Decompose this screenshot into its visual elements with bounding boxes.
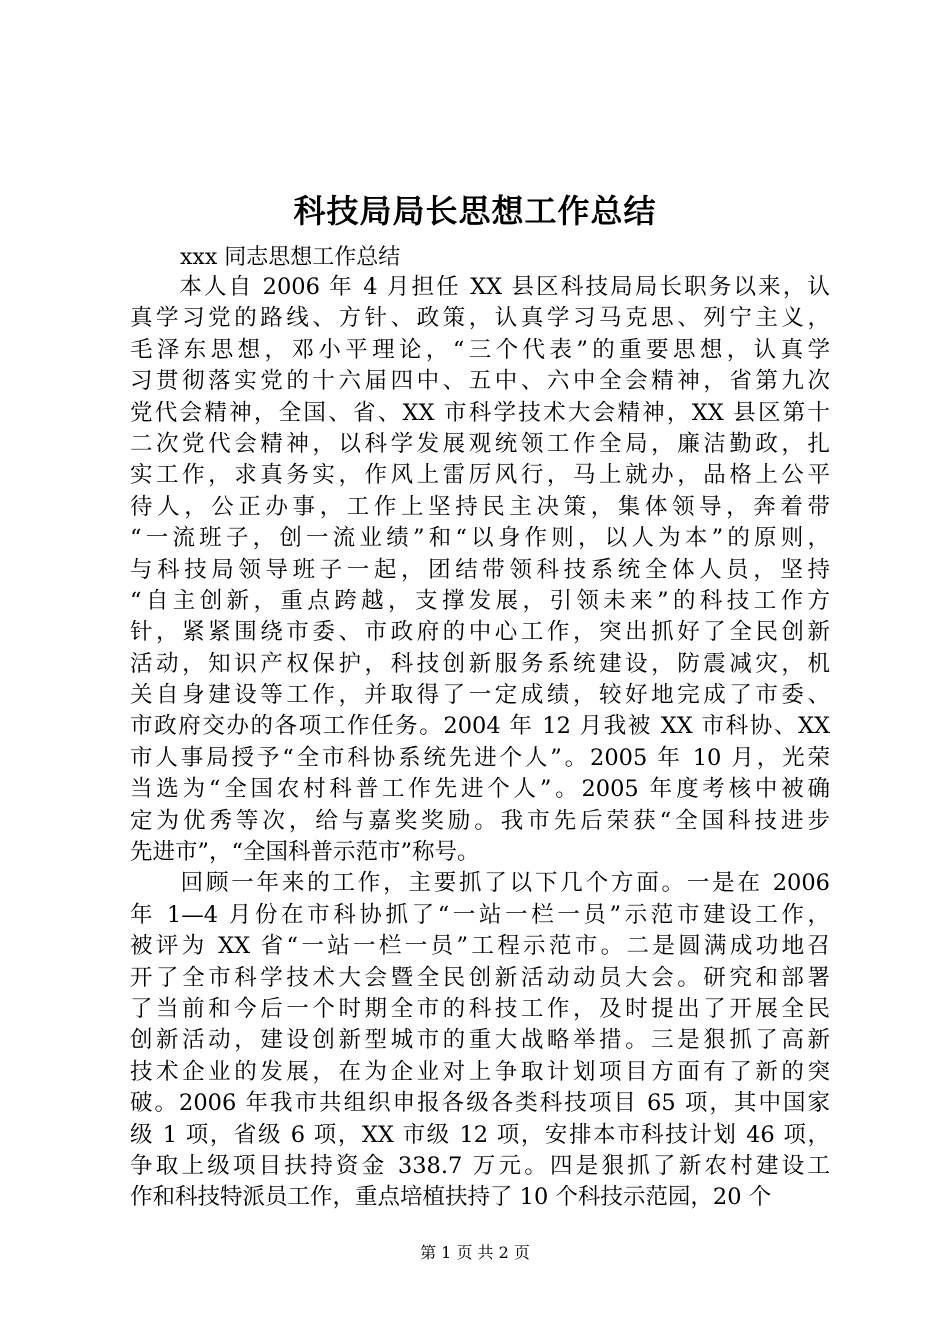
document-subtitle: xxx 同志思想工作总结 xyxy=(180,245,401,270)
text-line: 先进市”，“全国科普示范市”称号。 xyxy=(130,839,480,866)
text-line: 针，紧紧围绕市委、市政府的中心工作，突出抓好了全民创新 xyxy=(130,619,830,646)
text-line: 被评为 XX 省“一站一栏一员”工程示范市。二是圆满成功地召 xyxy=(130,933,830,960)
text-line: “一流班子，创一流业绩”和“以身作则，以人为本”的原则， xyxy=(130,525,830,552)
text-line: 待人，公正办事，工作上坚持民主决策，集体领导，奔着带 xyxy=(130,493,830,520)
text-line: 党代会精神，全国、省、XX 市科学技术大会精神，XX 县区第十 xyxy=(130,399,830,426)
text-line: 关自身建设等工作，并取得了一定成绩，较好地完成了市委、 xyxy=(130,682,830,709)
text-line: 市政府交办的各项工作任务。2004 年 12 月我被 XX 市科协、XX xyxy=(130,713,830,740)
text-line: 活动，知识产权保护，科技创新服务系统建设，防震减灾，机 xyxy=(130,650,830,677)
text-line: 创新活动，建设创新型城市的重大战略举措。三是狠抓了高新 xyxy=(130,1027,830,1054)
text-line: 作和科技特派员工作，重点培植扶持了 10 个科技示范园，20 个 xyxy=(130,1184,772,1211)
text-line: 回顾一年来的工作，主要抓了以下几个方面。一是在 2006 xyxy=(130,870,830,897)
text-line: 实工作，求真务实，作风上雷厉风行，马上就办，品格上公平 xyxy=(130,462,830,489)
document-body xyxy=(130,272,830,1214)
text-line: 毛泽东思想，邓小平理论，“三个代表”的重要思想，认真学 xyxy=(130,336,830,363)
text-line: 与科技局领导班子一起，团结带领科技系统全体人员，坚持 xyxy=(130,556,830,583)
text-line: 市人事局授予“全市科协系统先进个人”。2005 年 10 月，光荣 xyxy=(130,744,830,771)
text-line: 习贯彻落实党的十六届四中、五中、六中全会精神，省第九次 xyxy=(130,368,830,395)
text-line: 当选为“全国农村科普工作先进个人”。2005 年度考核中被确 xyxy=(130,776,830,803)
text-line: 定为优秀等次，给与嘉奖奖励。我市先后荣获“全国科技进步 xyxy=(130,807,830,834)
text-line: 技术企业的发展，在为企业对上争取计划项目方面有了新的突 xyxy=(130,1058,830,1085)
text-line: “自主创新，重点跨越，支撑发展，引领未来”的科技工作方 xyxy=(130,587,830,614)
text-line: 真学习党的路线、方针、政策，认真学习马克思、列宁主义， xyxy=(130,305,830,332)
text-line: 争取上级项目扶持资金 338.7 万元。四是狠抓了新农村建设工 xyxy=(130,1152,830,1179)
text-line: 开了全市科学技术大会暨全民创新活动动员大会。研究和部署 xyxy=(130,964,830,991)
text-line: 破。2006 年我市共组织申报各级各类科技项目 65 项，其中国家 xyxy=(130,1090,830,1117)
page-footer: 第 1 页 共 2 页 xyxy=(420,1243,530,1262)
text-line: 本人自 2006 年 4 月担任 XX 县区科技局局长职务以来，认 xyxy=(130,274,830,300)
text-line: 了当前和今后一个时期全市的科技工作，及时提出了开展全民 xyxy=(130,995,830,1022)
document-title: 科技局局长思想工作总结 xyxy=(293,192,657,230)
text-line: 年 1—4 月份在市科协抓了“一站一栏一员”示范市建设工作， xyxy=(130,901,830,928)
text-line: 二次党代会精神，以科学发展观统领工作全局，廉洁勤政，扎 xyxy=(130,430,830,457)
text-line: 级 1 项，省级 6 项，XX 市级 12 项，安排本市科技计划 46 项， xyxy=(130,1121,830,1148)
